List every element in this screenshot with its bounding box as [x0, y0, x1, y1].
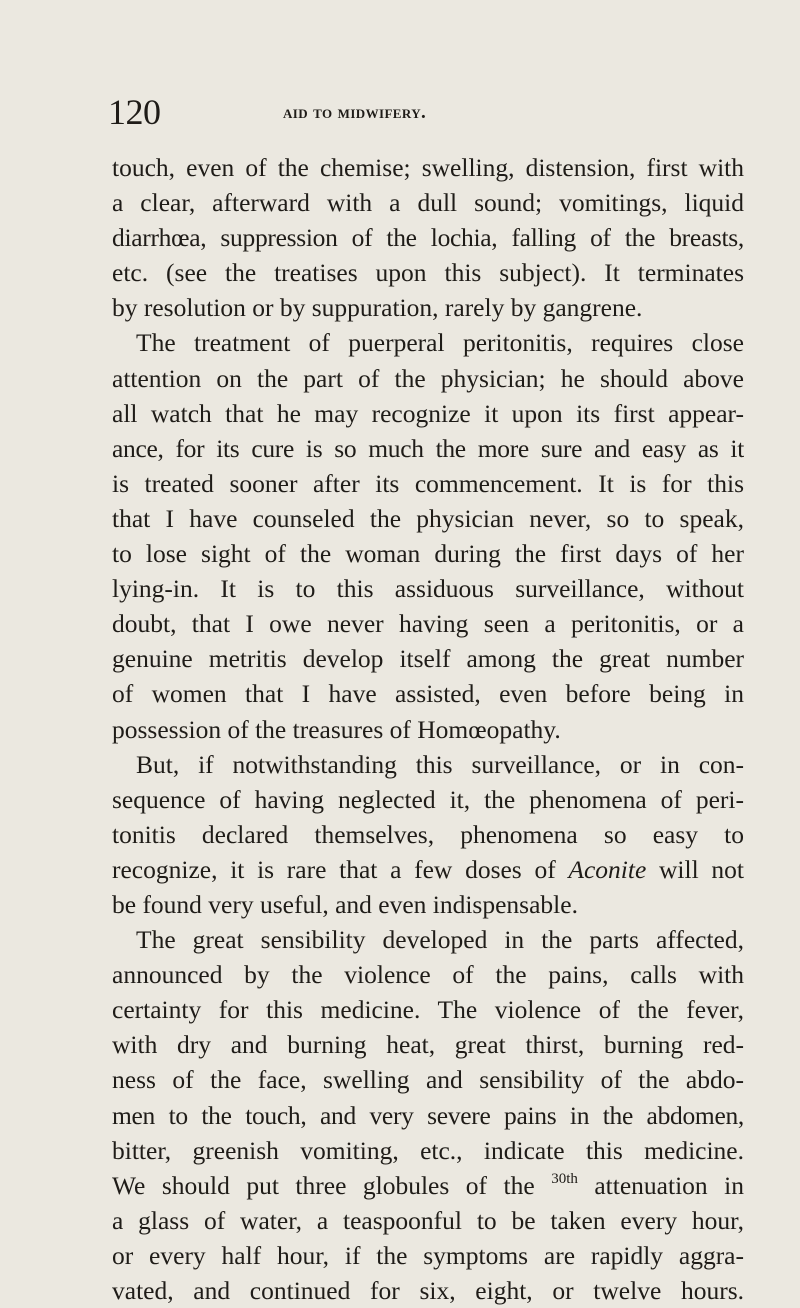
text-line: a glass of water, a teaspoonful to be taken every hour, — [112, 1205, 744, 1235]
remedy-name: Aconite — [568, 854, 647, 884]
text-line-with-superscript — [112, 1168, 744, 1203]
text-line: ness of the face, swelling and sensibility of the abdo- — [112, 1065, 744, 1095]
text-line: etc. (see the treatises upon this subject). It terminates — [112, 258, 744, 288]
superscript-ordinal: 30th — [551, 1170, 578, 1187]
text-line: is treated sooner after its commencement. It is for this — [112, 468, 744, 498]
paragraph-start-line: The great sensibility developed in the parts affected, — [136, 925, 744, 955]
text-line: announced by the violence of the pains, calls with — [112, 960, 744, 990]
text-line: with dry and burning heat, great thirst, burning red- — [112, 1030, 744, 1060]
text-line: a clear, afterward with a dull sound; vomitings, liquid — [112, 188, 744, 218]
text-line: all watch that he may recognize it upon its first appear- — [112, 398, 744, 428]
text-line: attention on the part of the physician; he should above — [112, 363, 744, 393]
body-text — [112, 150, 744, 1308]
page-number: 120 — [108, 92, 161, 132]
text-segment: attenuation in — [577, 1170, 744, 1200]
text-line: to lose sight of the woman during the first days of her — [112, 539, 744, 569]
page-header — [108, 92, 748, 132]
text-line: lying-in. It is to this assiduous surveillance, without — [112, 574, 744, 604]
text-segment: We should put three globules of the — [112, 1170, 552, 1200]
text-segment: recognize, it is rare that a few doses of — [112, 854, 569, 884]
text-line: men to the touch, and very severe pains in the abdomen, — [112, 1100, 744, 1130]
text-line: or every half hour, if the symptoms are rapidly aggra- — [112, 1240, 744, 1270]
text-line: tonitis declared themselves, phenomena so easy to — [112, 819, 744, 849]
text-line: that I have counseled the physician never, so to speak, — [112, 503, 744, 533]
text-line: touch, even of the chemise; swelling, distension, first with — [112, 153, 744, 182]
text-line: ance, for its cure is so much the more sure and easy as it — [112, 433, 744, 463]
paragraph-start-line: But, if notwithstanding this surveillance, or in con- — [136, 749, 744, 779]
text-line: by resolution or by suppuration, rarely by gangrene. — [112, 293, 643, 323]
text-line: diarrhœa, suppression of the lochia, falling of the breasts, — [112, 223, 744, 253]
text-line: be found very useful, and even indispensable. — [112, 889, 578, 919]
text-line: vated, and continued for six, eight, or twelve hours. — [112, 1276, 744, 1305]
text-line: doubt, that I owe never having seen a peritonitis, or a — [112, 609, 744, 639]
text-segment: will not — [646, 854, 744, 884]
text-line: of women that I have assisted, even before being in — [112, 679, 744, 709]
text-line: sequence of having neglected it, the phenomena of peri- — [112, 784, 744, 814]
text-line: possession of the treasures of Homœopathy. — [112, 714, 561, 744]
text-line-with-italic — [112, 852, 744, 887]
running-title: aid to midwifery. — [283, 102, 427, 123]
text-line: certainty for this medicine. The violence of the fever, — [112, 995, 744, 1025]
text-line: bitter, greenish vomiting, etc., indicate this medicine. — [112, 1135, 744, 1165]
paragraph-start-line: The treatment of puerperal peritonitis, requires close — [136, 328, 744, 358]
text-line: genuine metritis develop itself among the great number — [112, 644, 744, 674]
